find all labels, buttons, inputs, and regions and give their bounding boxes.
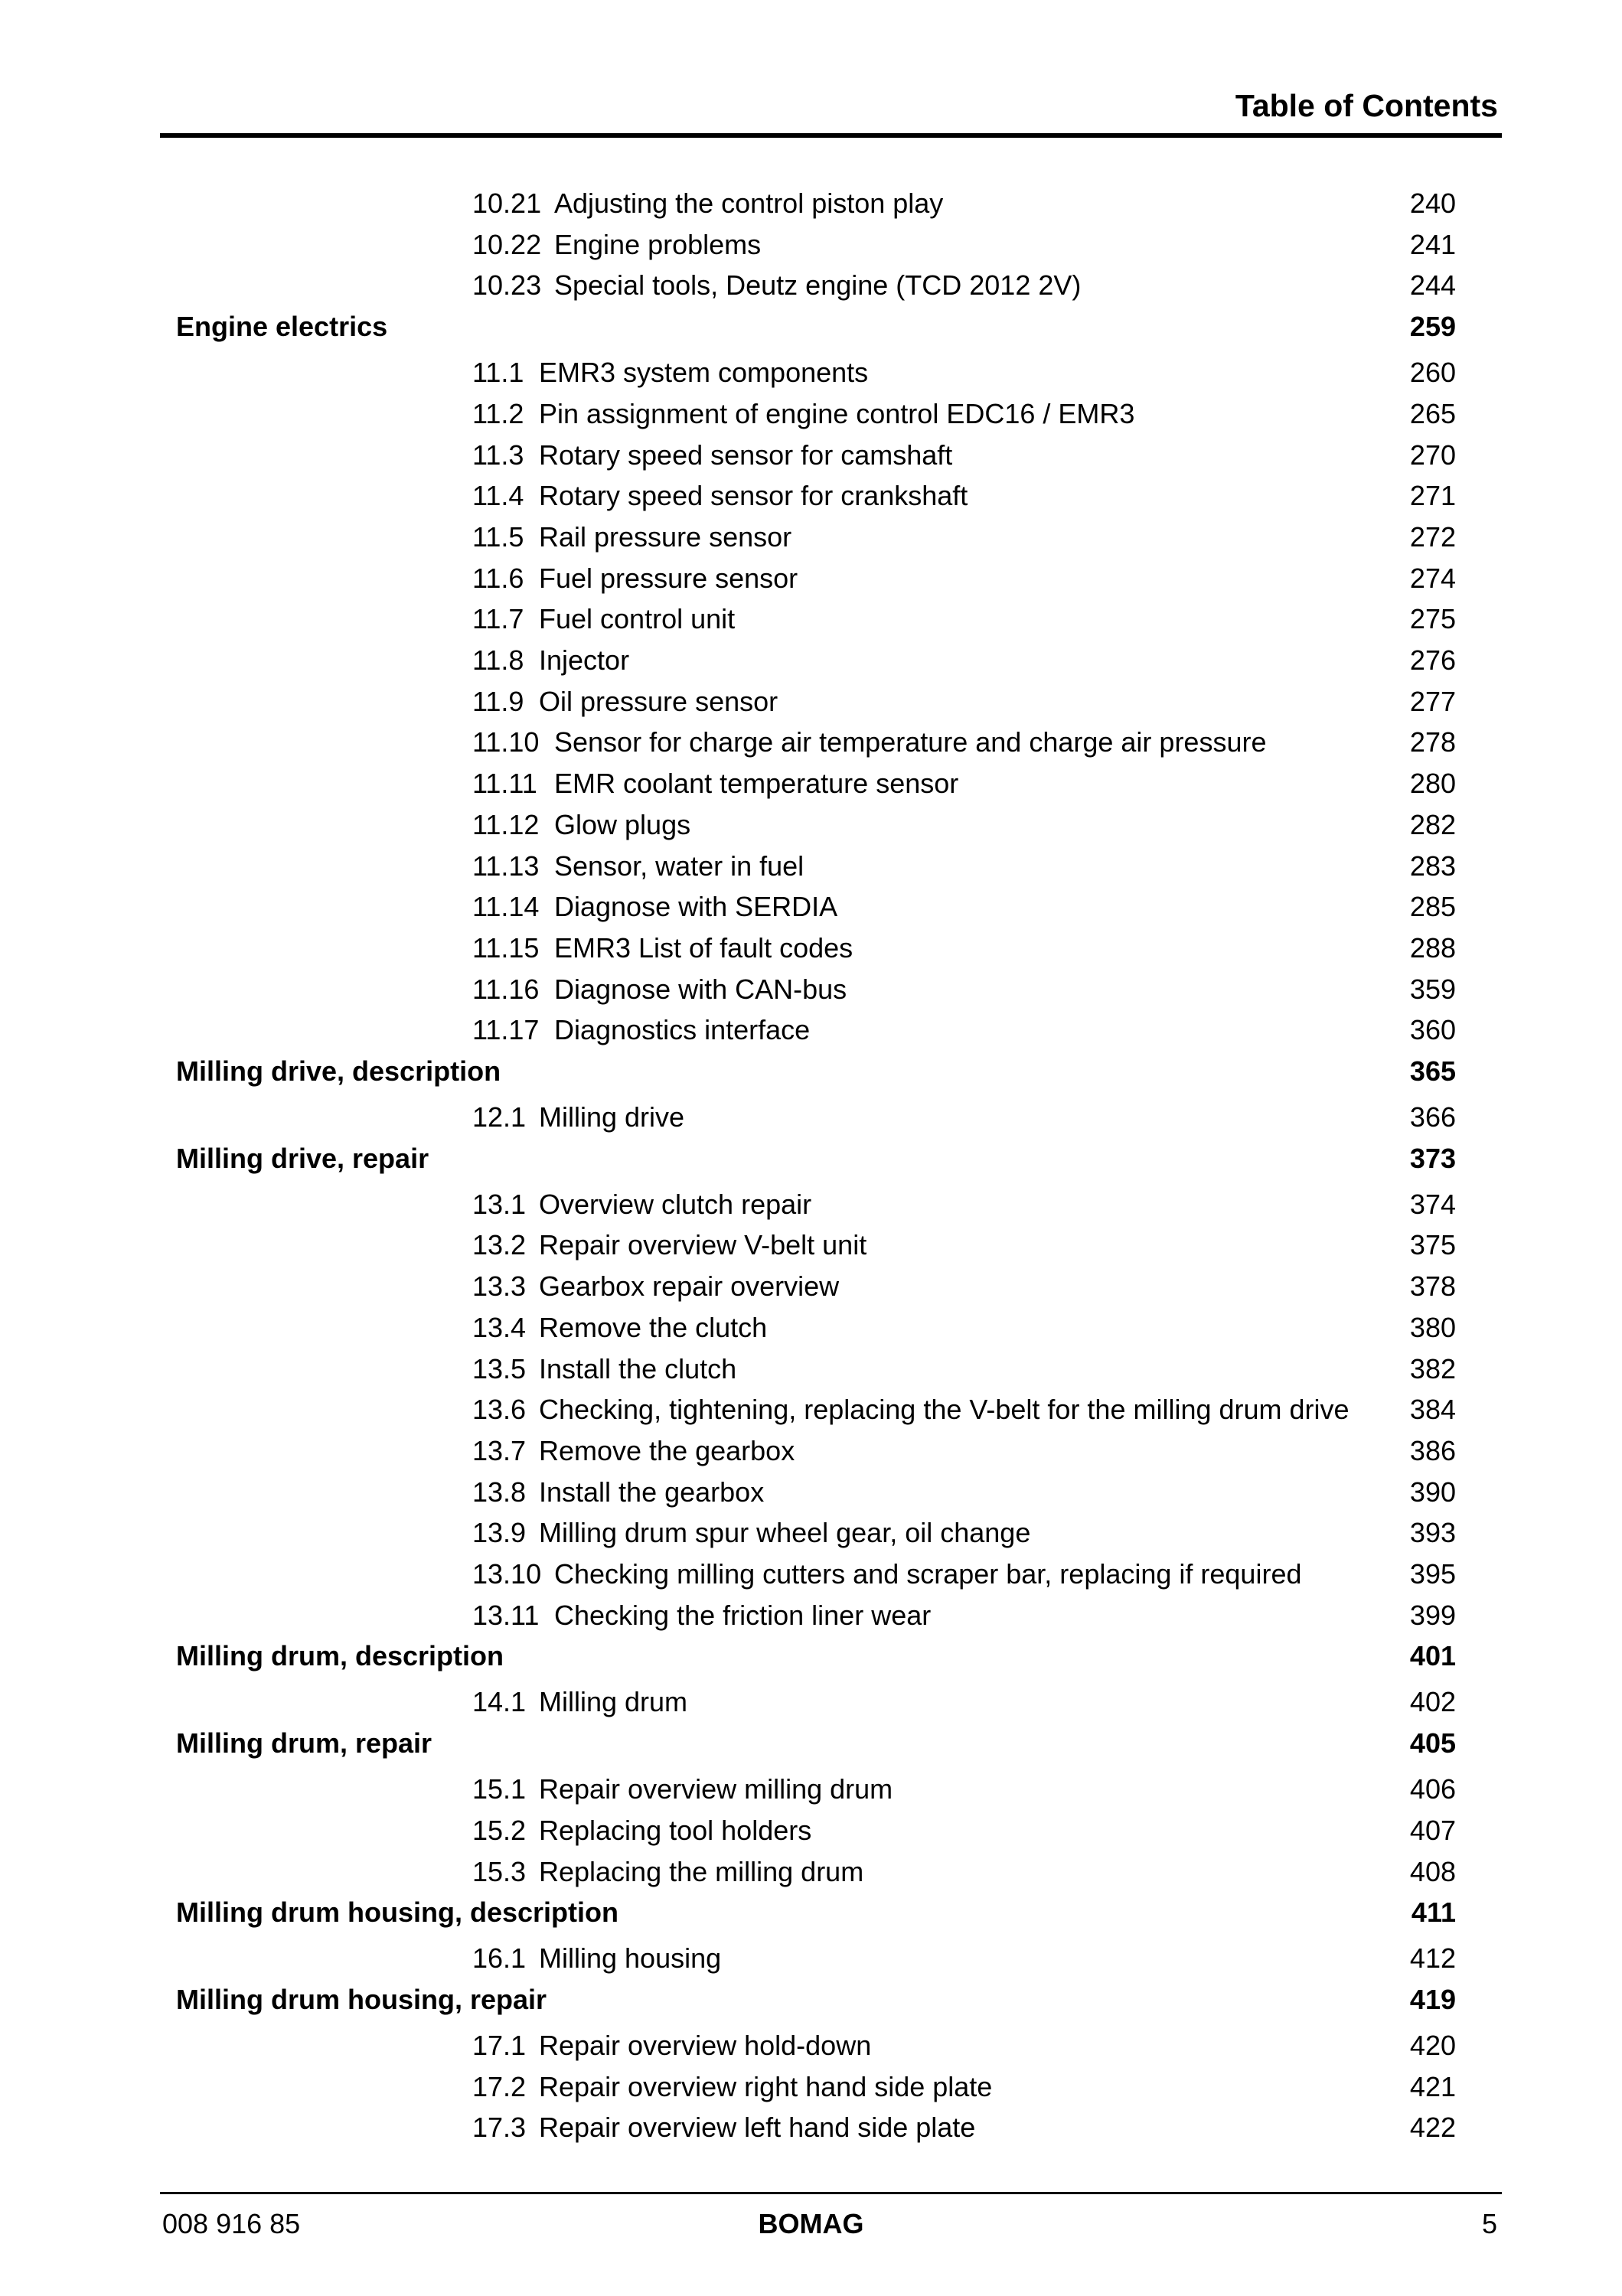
- page-ref: 419: [1409, 1983, 1456, 2015]
- toc-section-entry: [0, 1769, 1622, 1809]
- toc-section-entry: [0, 599, 1622, 639]
- toc-section-entry: [0, 764, 1622, 804]
- section-title: Sensor, water in fuel: [554, 850, 804, 882]
- toc-section-entry: [0, 1554, 1622, 1594]
- section-number: 11.13: [472, 850, 540, 882]
- section-number: 13.8: [472, 1476, 527, 1508]
- toc-chapter-entry: [0, 1980, 1622, 2020]
- toc-section-entry: [0, 1811, 1622, 1851]
- toc-section-entry: [0, 1185, 1622, 1225]
- toc-section-entry: [0, 970, 1622, 1009]
- page-ref: 411: [1411, 1896, 1456, 1929]
- chapter-title: Milling drum housing, repair: [176, 1983, 547, 2015]
- section-title: Install the gearbox: [539, 1476, 765, 1508]
- page-ref: 421: [1409, 2070, 1456, 2102]
- footer-divider: [160, 2192, 1502, 2194]
- page-ref: 393: [1409, 1517, 1456, 1549]
- section-number: 10.21: [472, 188, 542, 219]
- toc-section-entry: [0, 1513, 1622, 1553]
- toc-section-entry: [0, 1267, 1622, 1306]
- section-number: 13.1: [472, 1188, 527, 1220]
- toc-section-entry: [0, 2108, 1622, 2148]
- page-ref: 275: [1409, 603, 1456, 635]
- section-title: Rail pressure sensor: [539, 520, 792, 553]
- section-title: Repair overview milling drum: [539, 1773, 893, 1805]
- section-number: 11.12: [472, 808, 540, 840]
- toc-section-entry: [0, 928, 1622, 968]
- page-title: Table of Contents: [1235, 88, 1498, 123]
- page-ref: 390: [1409, 1476, 1456, 1508]
- page-ref: 408: [1409, 1855, 1456, 1887]
- section-title: Pin assignment of engine control EDC16 / EMR3: [539, 397, 1135, 429]
- page-ref: 271: [1409, 480, 1456, 512]
- section-title: Oil pressure sensor: [539, 685, 778, 717]
- page-ref: 366: [1409, 1101, 1456, 1133]
- toc-section-entry: [0, 1682, 1622, 1722]
- section-title: Adjusting the control piston play: [554, 188, 944, 219]
- section-number: 13.11: [472, 1599, 540, 1631]
- section-title: Fuel pressure sensor: [539, 562, 798, 594]
- page-ref: 382: [1409, 1352, 1456, 1384]
- section-title: EMR3 List of fault codes: [554, 931, 853, 964]
- section-title: Glow plugs: [554, 808, 691, 840]
- toc-section-entry: [0, 476, 1622, 516]
- section-number: 13.4: [472, 1311, 527, 1343]
- page-ref: 407: [1409, 1814, 1456, 1846]
- section-number: 17.1: [472, 2029, 527, 2061]
- toc-chapter-entry: [0, 1893, 1622, 1932]
- section-number: 11.16: [472, 973, 540, 1005]
- section-title: Overview clutch repair: [539, 1188, 812, 1220]
- toc-section-entry: [0, 2026, 1622, 2066]
- page-ref: 288: [1409, 931, 1456, 964]
- page-ref: 401: [1409, 1640, 1456, 1672]
- toc-section-entry: [0, 225, 1622, 265]
- section-title: Gearbox repair overview: [539, 1270, 840, 1303]
- page-ref: 384: [1409, 1394, 1456, 1426]
- page-ref: 265: [1409, 397, 1456, 429]
- page-ref: 378: [1409, 1270, 1456, 1303]
- section-number: 17.3: [472, 2112, 527, 2144]
- page-ref: 359: [1409, 973, 1456, 1005]
- section-number: 13.6: [472, 1394, 527, 1426]
- toc-section-entry: [0, 1097, 1622, 1137]
- section-title: Install the clutch: [539, 1352, 737, 1384]
- page-ref: 420: [1409, 2029, 1456, 2061]
- page-ref: 259: [1409, 311, 1456, 343]
- toc-section-entry: [0, 887, 1622, 927]
- page-ref: 274: [1409, 562, 1456, 594]
- section-number: 13.5: [472, 1352, 527, 1384]
- section-title: Sensor for charge air temperature and charge air pressure: [554, 726, 1267, 758]
- toc-section-entry: [0, 353, 1622, 393]
- section-title: Milling housing: [539, 1942, 722, 1975]
- page-ref: 380: [1409, 1311, 1456, 1343]
- page-ref: 270: [1409, 439, 1456, 471]
- toc-section-entry: [0, 1431, 1622, 1471]
- toc-section-entry: [0, 682, 1622, 722]
- toc-chapter-entry: [0, 1139, 1622, 1179]
- toc-chapter-entry: [0, 1052, 1622, 1091]
- toc-section-entry: [0, 517, 1622, 557]
- section-number: 11.7: [472, 603, 524, 635]
- page-ref: 277: [1409, 685, 1456, 717]
- chapter-title: Milling drum, description: [176, 1640, 504, 1672]
- section-title: Remove the clutch: [539, 1311, 768, 1343]
- page-ref: 278: [1409, 726, 1456, 758]
- toc-section-entry: [0, 1473, 1622, 1512]
- page-ref: 422: [1409, 2112, 1456, 2144]
- chapter-title: Engine electrics: [176, 311, 388, 343]
- page-ref: 375: [1409, 1229, 1456, 1261]
- section-title: EMR coolant temperature sensor: [554, 768, 959, 800]
- section-title: Repair overview hold-down: [539, 2029, 872, 2061]
- page-number: 5: [1481, 2208, 1497, 2239]
- page-ref: 276: [1409, 644, 1456, 676]
- section-title: Repair overview left hand side plate: [539, 2112, 976, 2144]
- toc-section-entry: [0, 805, 1622, 845]
- section-number: 11.14: [472, 891, 540, 923]
- section-number: 13.9: [472, 1517, 527, 1549]
- section-number: 10.23: [472, 269, 542, 302]
- page-ref: 374: [1409, 1188, 1456, 1220]
- section-title: Replacing tool holders: [539, 1814, 812, 1846]
- page-ref: 283: [1409, 850, 1456, 882]
- page-ref: 285: [1409, 891, 1456, 923]
- chapter-title: Milling drive, repair: [176, 1142, 429, 1174]
- section-title: Fuel control unit: [539, 603, 736, 635]
- section-number: 11.1: [472, 357, 524, 389]
- section-number: 15.2: [472, 1814, 527, 1846]
- toc-section-entry: [0, 1852, 1622, 1892]
- page-ref: 399: [1409, 1599, 1456, 1631]
- section-title: Replacing the milling drum: [539, 1855, 864, 1887]
- toc-section-entry: [0, 1225, 1622, 1265]
- section-number: 11.5: [472, 520, 524, 553]
- page-ref: 412: [1409, 1942, 1456, 1975]
- section-title: Milling drive: [539, 1101, 685, 1133]
- toc-section-entry: [0, 1939, 1622, 1978]
- toc-section-entry: [0, 2067, 1622, 2107]
- chapter-title: Milling drum housing, description: [176, 1896, 618, 1929]
- toc-section-entry: [0, 1308, 1622, 1348]
- toc-section-entry: [0, 641, 1622, 680]
- section-title: Checking the friction liner wear: [554, 1599, 932, 1631]
- section-number: 10.22: [472, 228, 542, 260]
- page-ref: 244: [1409, 269, 1456, 302]
- section-number: 13.10: [472, 1558, 542, 1590]
- toc-section-entry: [0, 1596, 1622, 1636]
- page-ref: 282: [1409, 808, 1456, 840]
- toc-section-entry: [0, 1390, 1622, 1430]
- section-title: Remove the gearbox: [539, 1434, 795, 1466]
- document-number: 008 916 85: [162, 2208, 301, 2239]
- section-number: 16.1: [472, 1942, 527, 1975]
- section-title: Repair overview V-belt unit: [539, 1229, 867, 1261]
- page-ref: 260: [1409, 357, 1456, 389]
- toc-section-entry: [0, 394, 1622, 434]
- section-number: 11.9: [472, 685, 524, 717]
- section-number: 11.3: [472, 439, 524, 471]
- page-ref: 405: [1409, 1727, 1456, 1760]
- section-title: Special tools, Deutz engine (TCD 2012 2V): [554, 269, 1082, 302]
- section-number: 11.11: [472, 768, 537, 800]
- page-ref: 272: [1409, 520, 1456, 553]
- section-title: Milling drum: [539, 1686, 688, 1718]
- section-number: 11.2: [472, 397, 524, 429]
- section-title: Milling drum spur wheel gear, oil change: [539, 1517, 1031, 1549]
- page-ref: 365: [1409, 1055, 1456, 1087]
- section-title: Rotary speed sensor for camshaft: [539, 439, 953, 471]
- section-title: Checking, tightening, replacing the V-belt for the milling drum drive: [539, 1394, 1349, 1426]
- chapter-title: Milling drum, repair: [176, 1727, 432, 1760]
- section-number: 12.1: [472, 1101, 527, 1133]
- toc-chapter-entry: [0, 1724, 1622, 1763]
- section-title: Checking milling cutters and scraper bar, replacing if required: [554, 1558, 1302, 1590]
- section-number: 15.3: [472, 1855, 527, 1887]
- toc-chapter-entry: [0, 1636, 1622, 1676]
- section-number: 13.7: [472, 1434, 527, 1466]
- section-title: Diagnose with SERDIA: [554, 891, 838, 923]
- page-ref: 360: [1409, 1014, 1456, 1046]
- section-number: 11.17: [472, 1014, 540, 1046]
- toc-section-entry: [0, 435, 1622, 475]
- section-number: 11.4: [472, 480, 524, 512]
- section-title: Diagnostics interface: [554, 1014, 811, 1046]
- toc-section-entry: [0, 559, 1622, 598]
- page-ref: 240: [1409, 188, 1456, 219]
- page-ref: 402: [1409, 1686, 1456, 1718]
- section-title: Rotary speed sensor for crankshaft: [539, 480, 968, 512]
- toc-section-entry: [0, 184, 1622, 223]
- header-divider: [160, 133, 1502, 138]
- toc-section-entry: [0, 1010, 1622, 1050]
- chapter-title: Milling drive, description: [176, 1055, 501, 1087]
- page-ref: 386: [1409, 1434, 1456, 1466]
- section-number: 13.2: [472, 1229, 527, 1261]
- page-ref: 406: [1409, 1773, 1456, 1805]
- brand-name: BOMAG: [758, 2208, 864, 2239]
- section-number: 11.10: [472, 726, 540, 758]
- section-number: 14.1: [472, 1686, 527, 1718]
- toc-section-entry: [0, 846, 1622, 886]
- section-number: 15.1: [472, 1773, 527, 1805]
- toc-section-entry: [0, 1349, 1622, 1389]
- page-ref: 280: [1409, 768, 1456, 800]
- section-number: 11.8: [472, 644, 524, 676]
- section-number: 13.3: [472, 1270, 527, 1303]
- section-number: 11.15: [472, 931, 540, 964]
- section-title: Repair overview right hand side plate: [539, 2070, 993, 2102]
- page-ref: 373: [1409, 1142, 1456, 1174]
- section-number: 17.2: [472, 2070, 527, 2102]
- toc-section-entry: [0, 266, 1622, 305]
- section-title: Injector: [539, 644, 630, 676]
- page-ref: 241: [1409, 228, 1456, 260]
- toc-section-entry: [0, 722, 1622, 762]
- section-title: Diagnose with CAN-bus: [554, 973, 847, 1005]
- toc-chapter-entry: [0, 307, 1622, 347]
- section-title: EMR3 system components: [539, 357, 869, 389]
- page-ref: 395: [1409, 1558, 1456, 1590]
- section-number: 11.6: [472, 562, 524, 594]
- section-title: Engine problems: [554, 228, 762, 260]
